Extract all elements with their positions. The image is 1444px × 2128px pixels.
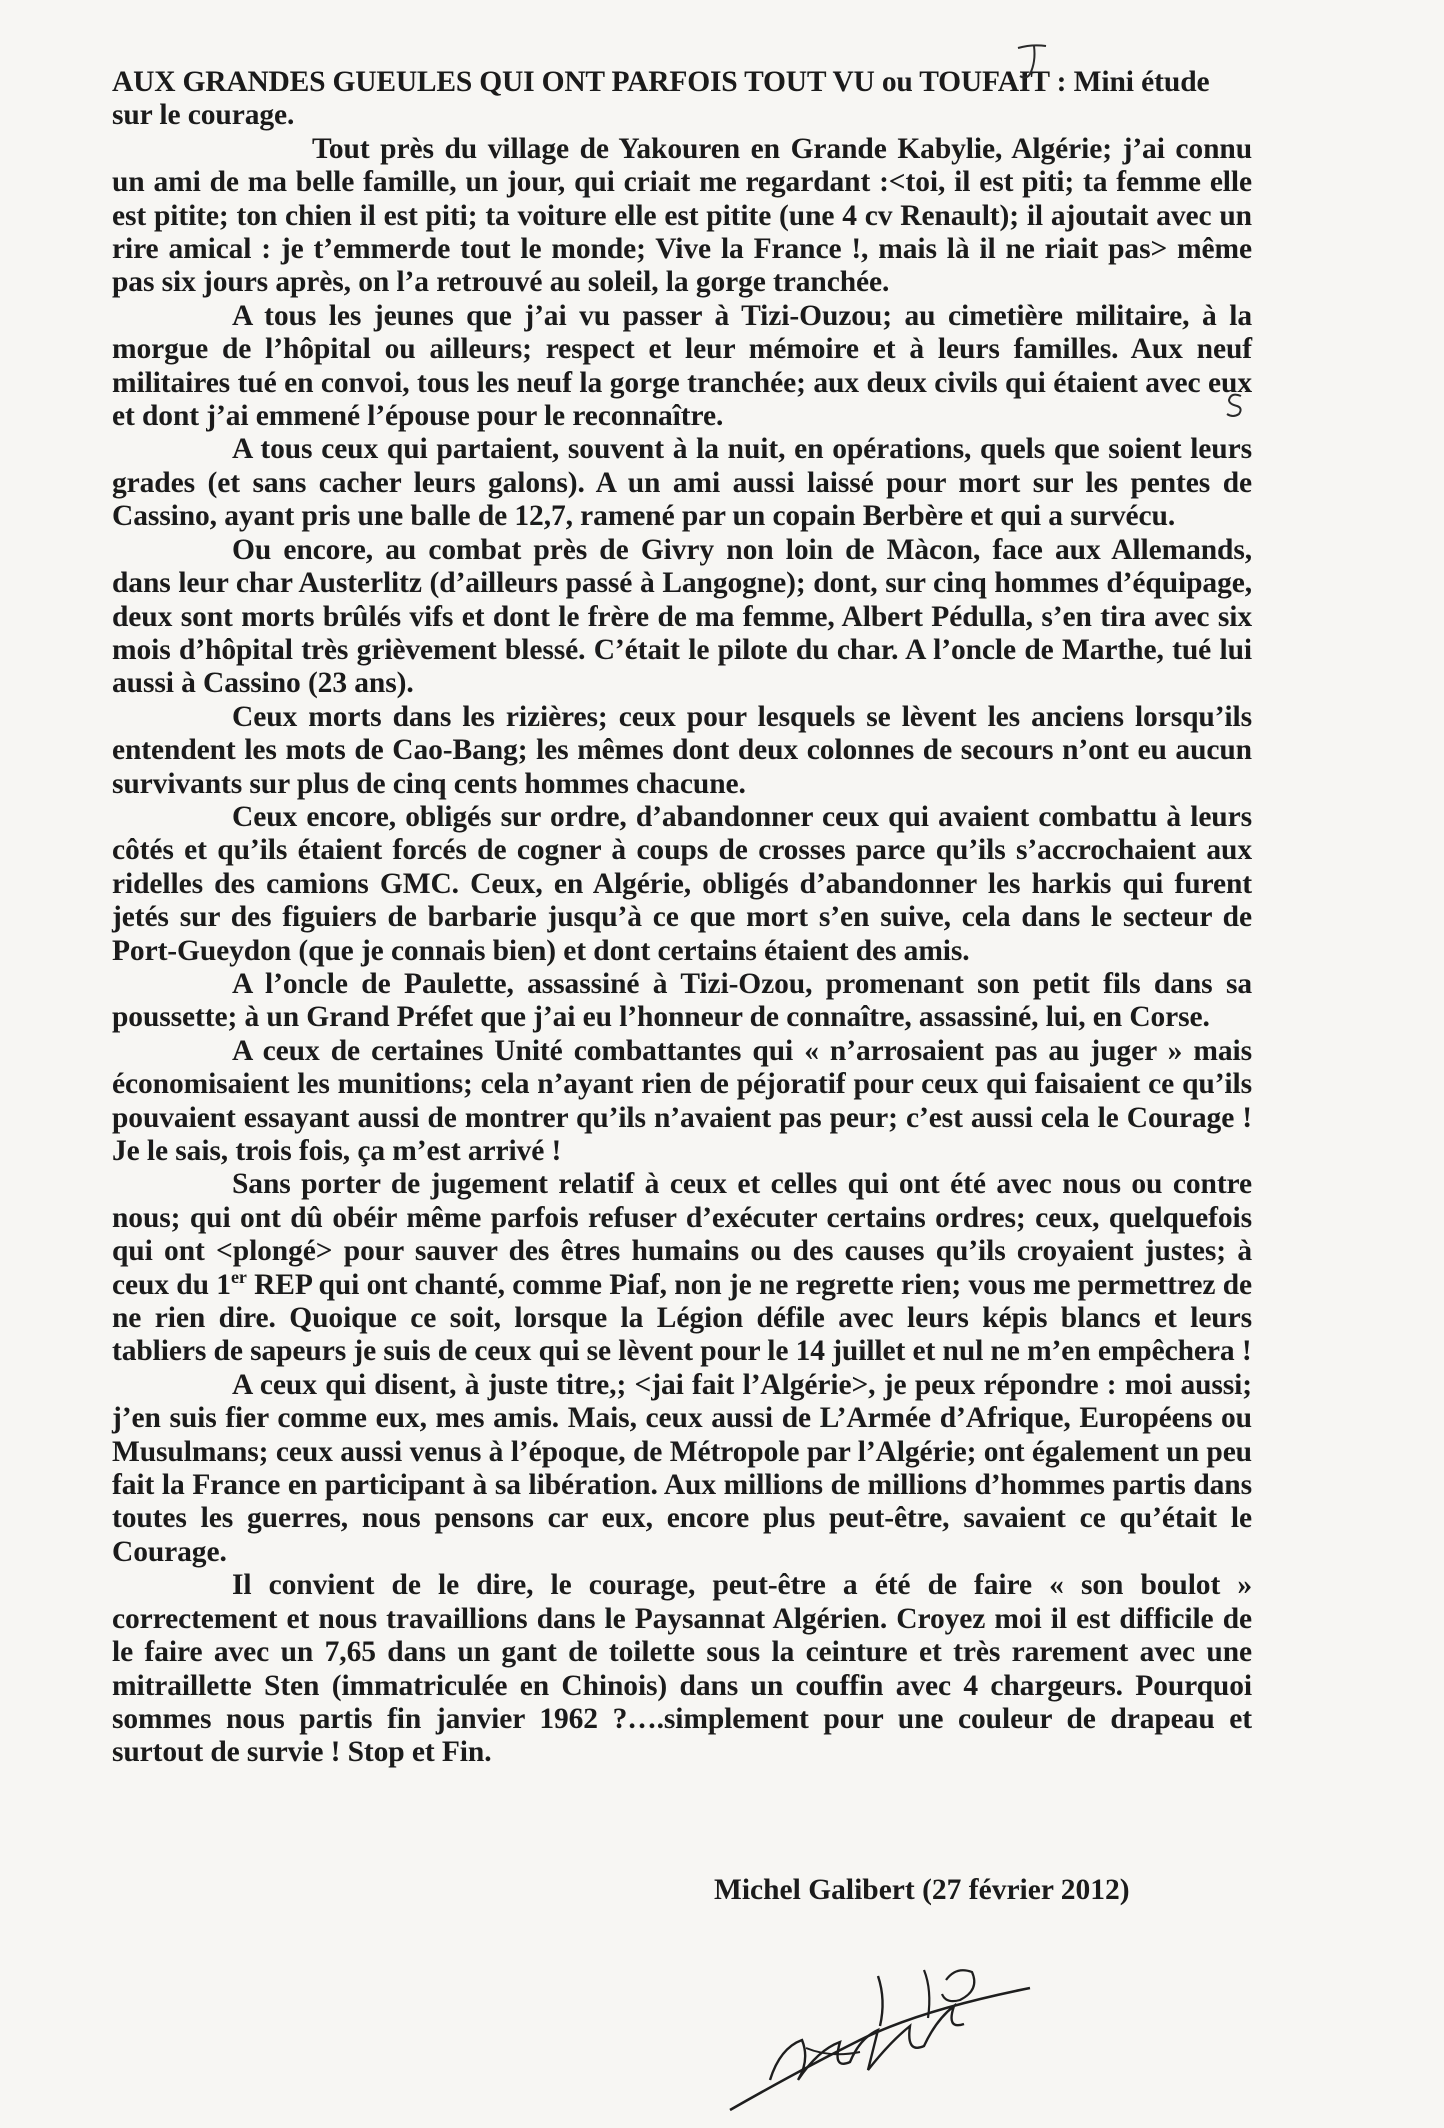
paragraph-9-part-2: REP qui ont chanté, comme Piaf, non je ne regrette rien; vous me permettrez de ne rien dire. Quoique ce soit, lorsque la Légion défile avec leurs képis blancs et leurs tabliers de sapeurs je suis de ceux qui se lèvent pour le 14 juillet et nul ne m’en empêchera ! [112, 1268, 1253, 1368]
paragraph-7: A l’oncle de Paulette, assassiné à Tizi-Ozou, promenant son petit fils dans sa poussette; à un Grand Préfet que j’ai eu l’honneur de connaître, assassiné, lui, en Corse. [112, 967, 1252, 1034]
ordinal-superscript: er [230, 1266, 247, 1287]
paragraph-2: A tous les jeunes que j’ai vu passer à Tizi-Ouzou; au cimetière militaire, à la morgue de l’hôpital ou ailleurs; respect et leur mémoire et à leurs familles. Aux neuf militaires tué en convoi, tous les neuf la gorge tranchée; aux deux civils qui étaient avec eux et dont j’ai emmené l’épouse pour le reconnaître. [112, 299, 1252, 433]
paragraph-9-part-1: Sans porter de jugement relatif à ceux et celles qui ont été avec nous ou contre nous; qui ont dû obéir même parfois refuser d’exécuter certains ordres; ceux, quelquefois qui ont <plongé> pour sauver des êtres humains ou des causes qu’ils croyaient justes; à ceux du 1 [112, 1168, 1252, 1301]
document-title [112, 66, 1252, 99]
paragraph-5: Ceux morts dans les rizières; ceux pour lesquels se lèvent les anciens lorsqu’ils entendent les mots de Cao-Bang; les mêmes dont deux colonnes de secours n’ont eu aucun survivants sur plus de cinq cents hommes chacune. [112, 700, 1252, 800]
title-continuation: sur le courage. [112, 99, 295, 132]
paragraph-3: A tous ceux qui partaient, souvent à la nuit, en opérations, quels que soient leurs grades (et sans cacher leurs galons). A un ami aussi laissé pour mort sur les pentes de Cassino, ayant pris une balle de 12,7, ramené par un copain Berbère et qui a survécu. [112, 433, 1252, 533]
title-colon-text: : Mini étude [1049, 66, 1210, 98]
title-caps: AUX GRANDES GUEULES QUI ONT PARFOIS TOUT VU ou TOU [112, 66, 983, 98]
paragraph-9 [112, 1168, 1252, 1368]
paragraph-4: Ou encore, au combat près de Givry non loin de Màcon, face aux Allemands, dans leur char Austerlitz (d’ailleurs passé à Langogne); dont, sur cinq hommes d’équipage, deux sont morts brûlés vifs et dont le frère de ma femme, Albert Pédulla, s’en tira avec six mois d’hôpital très grièvement blessé. C’était le pilote du char. A l’oncle de Marthe, tué lui aussi à Cassino (23 ans). [112, 533, 1252, 700]
paragraph-8: A ceux de certaines Unité combattantes qui « n’arrosaient pas au juger » mais économisaient les munitions; cela n’ayant rien de péjoratif pour ceux qui faisaient ce qu’ils pouvaient essayant aussi de montrer qu’ils n’avaient pas peur; c’est aussi cela le Courage ! Je le sais, trois fois, ça m’est arrivé ! [112, 1034, 1252, 1167]
paragraph-6: Ceux encore, obligés sur ordre, d’abandonner ceux qui avaient combattu à leurs côtés et qu’ils étaient forcés de cogner à coups de crosses parce qu’ils s’accrochaient aux ridelles des camions GMC. Ceux, en Algérie, obligés d’abandonner les harkis qui furent jetés sur des figuiers de barbarie jusqu’à ce que mort s’en suive, cela dans le secteur de Port-Gueydon (que je connais bien) et dont certains étaient des amis. [112, 800, 1252, 967]
paragraph-10: A ceux qui disent, à juste titre,; <jai fait l’Algérie>, je peux répondre : moi aussi; j’en suis fier comme eux, mes amis. Mais, ceux aussi de L’Armée d’Afrique, Européens ou Musulmans; ceux aussi venus à l’époque, de Métropole par l’Algérie; ont également un peu fait la France en participant à sa libération. Aux millions de millions d’hommes partis dans toutes les guerres, nous pensons car eux, encore plus peut-être, savaient ce qu’était le Courage. [112, 1368, 1252, 1568]
paragraph-1: Tout près du village de Yakouren en Grande Kabylie, Algérie; j’ai connu un ami de ma belle famille, un jour, qui criait me regardant :<toi, il est piti; ta femme elle est pitite; ton chien il est piti; ta voiture elle est pitite (une 4 cv Renault); il ajoutait avec un rire amical : je t’emmerde tout le monde; Vive la France !, mais là il ne riait pas> même pas six jours après, on l’a retrouvé au soleil, la gorge tranchée. [112, 132, 1252, 299]
signature-name-date: Michel Galibert (27 février 2012) [714, 1874, 1130, 1906]
title-caps-end: FAIT [982, 66, 1050, 98]
handwritten-signature [710, 1930, 1050, 2120]
paragraph-11: Il convient de le dire, le courage, peut-être a été de faire « son boulot » correctement et nous travaillions dans le Paysannat Algérien. Croyez moi il est difficile de le faire avec un 7,65 dans un gant de toilette sous la ceinture et très rarement avec une mitraillette Sten (immatriculée en Chinois) dans un couffin avec 4 chargeurs. Pourquoi sommes nous partis fin janvier 1962 ?….simplement pour une couleur de drapeau et surtout de survie ! Stop et Fin. [112, 1569, 1252, 1769]
letter-body [112, 66, 1252, 1770]
